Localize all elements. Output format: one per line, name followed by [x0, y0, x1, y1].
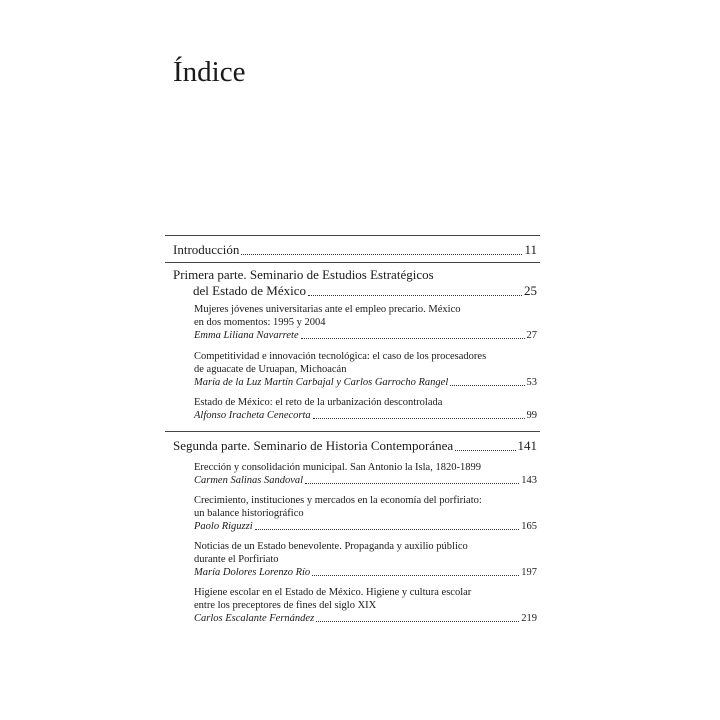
- leader-dots: [455, 449, 515, 451]
- entry-page: 219: [521, 613, 537, 624]
- entry-page: 197: [521, 567, 537, 578]
- chapter-author: Paolo Riguzzi: [194, 521, 253, 532]
- chapter-author: María de la Luz Martín Carbajal y Carlos Garrocho Rangel: [194, 377, 449, 388]
- entry-page: 143: [521, 475, 537, 486]
- chapter-author: Carlos Escalante Fernández: [194, 613, 315, 624]
- entry-page: 141: [517, 438, 537, 453]
- chapter-title: un balance historiográfico: [194, 508, 304, 519]
- entry-label: del Estado de México: [193, 283, 306, 298]
- leader-dots: [316, 620, 519, 622]
- page-title: Índice: [173, 56, 246, 88]
- chapter-title: Mujeres jóvenes universitarias ante el empleo precario. México: [194, 304, 461, 315]
- entry-page: 25: [524, 283, 537, 298]
- chapter-title: Erección y consolidación municipal. San Antonio la Isla, 1820-1899: [194, 462, 481, 473]
- toc-entry-chapter[interactable]: [194, 612, 537, 625]
- part-title: Primera parte. Seminario de Estudios Estratégicos: [173, 267, 434, 282]
- leader-dots: [305, 482, 519, 484]
- toc-entry-chapter[interactable]: [194, 474, 537, 487]
- chapter-title: durante el Porfiriato: [194, 554, 279, 565]
- toc-entry-chapter[interactable]: [194, 329, 537, 342]
- leader-dots: [308, 294, 522, 296]
- chapter-author: Carmen Salinas Sandoval: [194, 475, 304, 486]
- entry-page: 165: [521, 521, 537, 532]
- chapter-title: Competitividad e innovación tecnológica: el caso de los procesadores: [194, 351, 487, 362]
- entry-page: 99: [526, 410, 537, 421]
- toc-entry-segunda-parte[interactable]: [173, 438, 537, 454]
- chapter-author: Emma Liliana Navarrete: [194, 330, 299, 341]
- chapter-title: Higiene escolar en el Estado de México. Higiene y cultura escolar: [194, 587, 472, 598]
- toc-entry-chapter[interactable]: [194, 376, 537, 389]
- chapter-title: entre los preceptores de fines del siglo XIX: [194, 600, 377, 611]
- toc-entry-chapter[interactable]: [194, 520, 537, 533]
- leader-dots: [313, 417, 525, 419]
- entry-label: Segunda parte. Seminario de Historia Contemporánea: [173, 438, 454, 453]
- divider-top: [165, 235, 540, 236]
- chapter-title: Noticias de un Estado benevolente. Propaganda y auxilio público: [194, 541, 468, 552]
- leader-dots: [255, 528, 520, 530]
- leader-dots: [241, 253, 522, 255]
- chapter-title: de aguacate de Uruapan, Michoacán: [194, 364, 347, 375]
- entry-page: 11: [524, 242, 537, 257]
- chapter-title: en dos momentos: 1995 y 2004: [194, 317, 326, 328]
- toc-entry-chapter[interactable]: [194, 409, 537, 422]
- entry-label: Introducción: [173, 242, 240, 257]
- toc-entry-primera-parte[interactable]: [193, 283, 537, 299]
- entry-page: 27: [526, 330, 537, 341]
- chapter-author: Alfonso Iracheta Cenecorta: [194, 410, 311, 421]
- entry-page: 53: [526, 377, 537, 388]
- chapter-title: Estado de México: el reto de la urbanización descontrolada: [194, 397, 443, 408]
- chapter-title: Crecimiento, instituciones y mercados en la economía del porfiriato:: [194, 495, 482, 506]
- toc-entry-introduccion[interactable]: [173, 242, 537, 258]
- leader-dots: [301, 337, 525, 339]
- divider: [165, 431, 540, 432]
- chapter-author: María Dolores Lorenzo Río: [194, 567, 311, 578]
- leader-dots: [312, 574, 519, 576]
- toc-entry-chapter[interactable]: [194, 566, 537, 579]
- leader-dots: [450, 384, 524, 386]
- divider: [165, 262, 540, 263]
